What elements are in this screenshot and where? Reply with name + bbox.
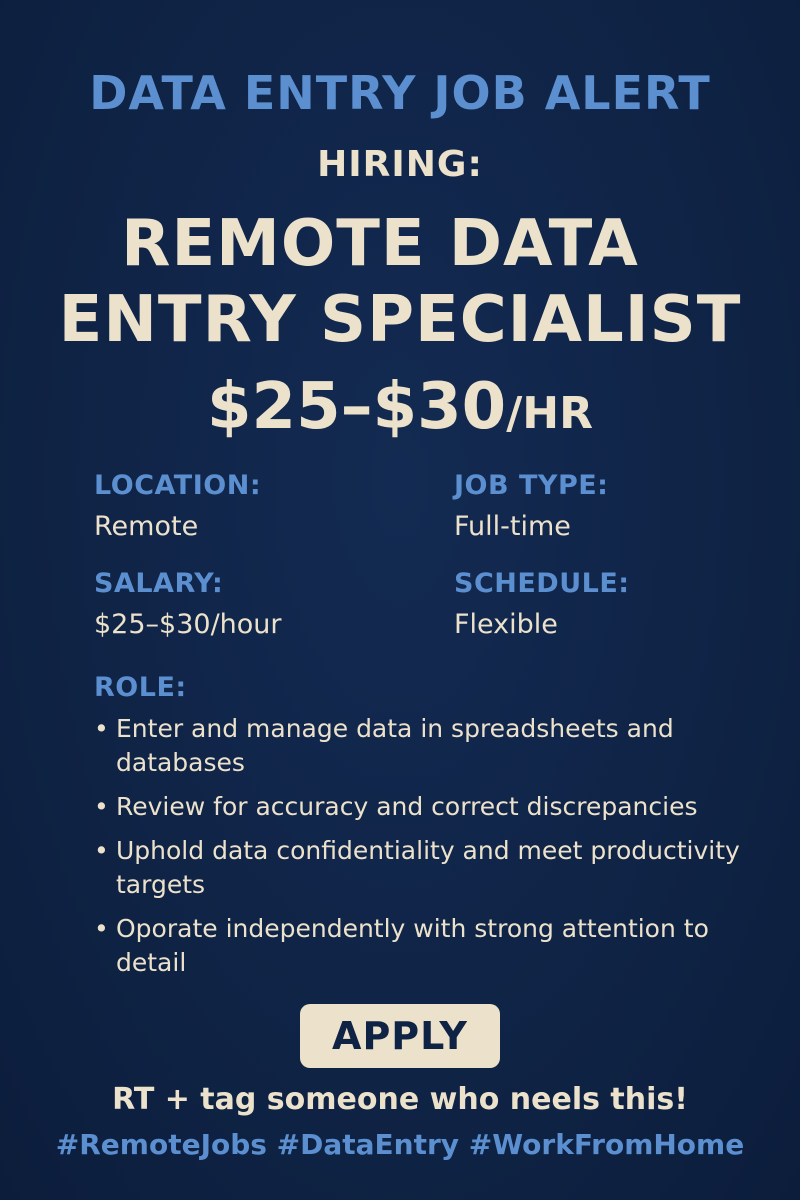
- job-title: [0, 206, 800, 358]
- job-type-field: [454, 470, 608, 542]
- pay-rate: [0, 370, 800, 444]
- role-item-text: Oporate independently with strong attention to detail: [116, 914, 709, 977]
- role-item-text: Review for accuracy and correct discrepancies: [116, 792, 698, 821]
- salary-label: SALARY:: [94, 568, 224, 599]
- schedule-field: [454, 568, 630, 640]
- location-value: Remote: [94, 511, 199, 542]
- salary-value: $25–$30/hour: [94, 609, 282, 640]
- bullet-icon: •: [94, 836, 109, 865]
- role-list: [94, 712, 754, 990]
- schedule-value: Flexible: [454, 609, 558, 640]
- role-item-text: Uphold data confidentiality and meet productivity targets: [116, 836, 740, 899]
- pay-rate-unit: /HR: [506, 388, 593, 439]
- role-item: [94, 912, 754, 980]
- role-item: [94, 834, 754, 902]
- bullet-icon: •: [94, 792, 109, 821]
- role-item: [94, 790, 754, 824]
- bullet-icon: •: [94, 714, 109, 743]
- bullet-icon: •: [94, 914, 109, 943]
- hashtags: #RemoteJobs #DataEntry #WorkFromHome: [55, 1128, 745, 1161]
- salary-field: [94, 568, 282, 640]
- job-type-value: Full-time: [454, 511, 571, 542]
- role-label: ROLE:: [94, 672, 187, 703]
- pay-rate-amount: $25–$30: [207, 370, 507, 444]
- job-type-label: JOB TYPE:: [454, 470, 609, 501]
- job-title-line-1: REMOTE DATA: [121, 207, 639, 281]
- hiring-label: HIRING:: [317, 144, 483, 185]
- location-label: LOCATION:: [94, 470, 262, 501]
- role-item: [94, 712, 754, 780]
- role-item-text: Enter and manage data in spreadsheets and databases: [116, 714, 674, 777]
- apply-button[interactable]: APPLY: [300, 1004, 500, 1068]
- job-title-line-2: ENTRY SPECIALIST: [58, 283, 742, 357]
- location-field: [94, 470, 261, 542]
- alert-heading: DATA ENTRY JOB ALERT: [89, 66, 711, 120]
- call-to-action: RT + tag someone who neels this!: [112, 1082, 688, 1117]
- schedule-label: SCHEDULE:: [454, 568, 630, 599]
